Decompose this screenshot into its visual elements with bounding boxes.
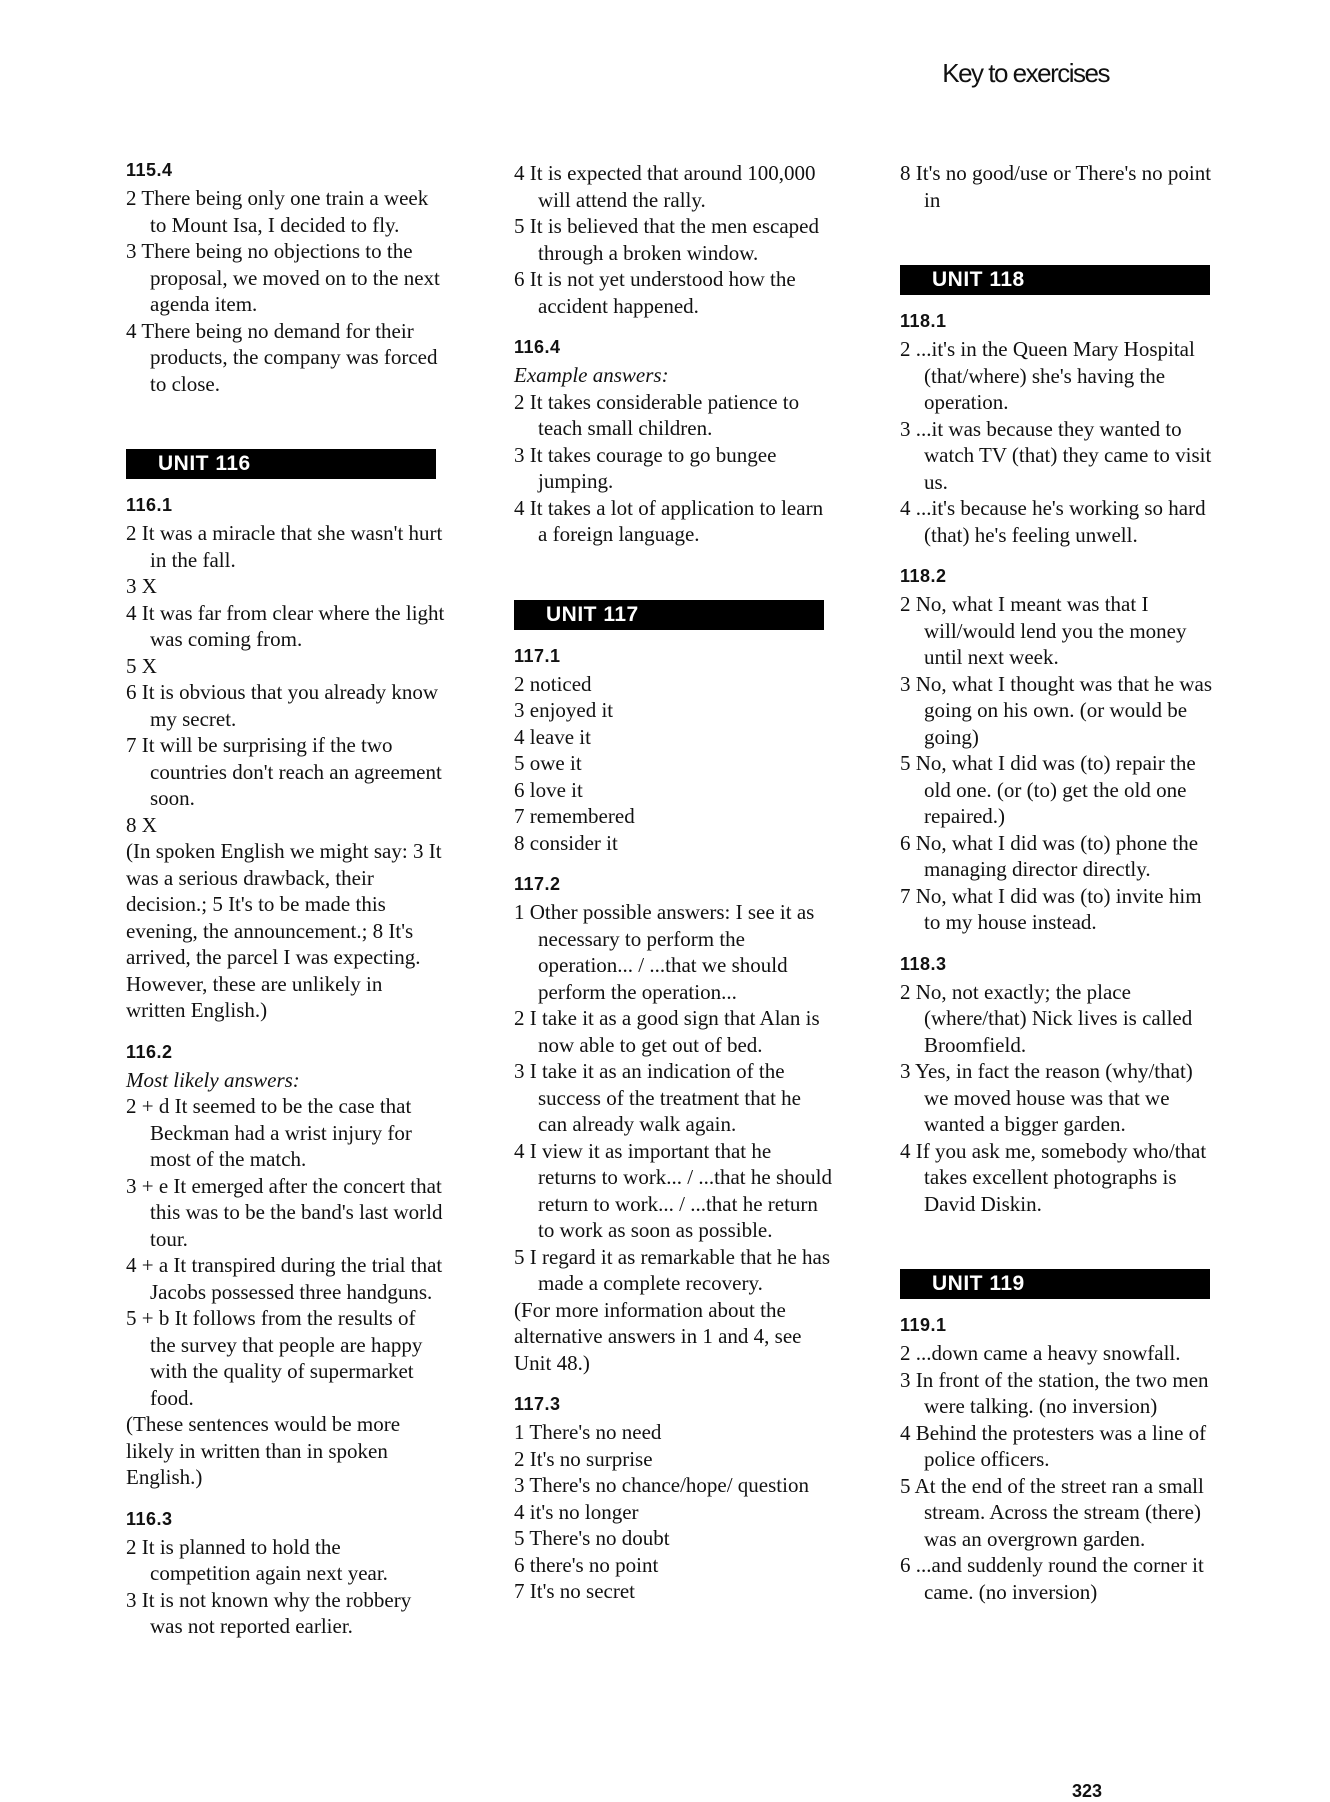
exercise-block — [126, 1509, 446, 1640]
answer-item: 5 No, what I did was (to) repair the old one. (or (to) get the old one repaired.) — [900, 751, 1196, 828]
unit-heading: UNIT 118 — [900, 265, 1210, 295]
unit-heading: UNIT 117 — [514, 600, 824, 630]
exercise-number: 115.4 — [126, 160, 173, 180]
answer-item: 4 Behind the protesters was a line of police officers. — [900, 1420, 1207, 1471]
answer-item: 8 It's no good/use or There's no point in — [900, 161, 1212, 212]
answer-item: 2 It takes considerable patience to teach small children. — [514, 389, 800, 440]
answer-item: 4 It is expected that around 100,000 will attend the rally. — [514, 161, 816, 212]
exercise-note: Example answers: — [514, 363, 669, 387]
exercise-number: 116.2 — [126, 1041, 173, 1062]
exercise-number: 117.1 — [514, 645, 561, 666]
answer-item: 2 + d It seemed to be the case that Beckman had a wrist injury for most of the match. — [126, 1094, 412, 1171]
answer-item: 3 There's no chance/hope/ question — [514, 1473, 809, 1497]
exercise-number: 117.2 — [514, 874, 561, 894]
exercise-block — [900, 311, 1220, 548]
exercise-number: 116.4 — [514, 337, 561, 357]
page-header-title: Key to exercises — [942, 58, 1109, 88]
unit-heading: UNIT 116 — [126, 449, 436, 479]
answer-item: 4 It was far from clear where the light was coming from. — [126, 600, 445, 651]
answer-item: 6 It is not yet understood how the accident happened. — [514, 267, 796, 318]
exercise-number: 118.3 — [900, 953, 947, 974]
answer-item: 2 noticed — [514, 671, 592, 696]
exercise-number: 117.3 — [514, 1394, 561, 1414]
answer-item: 2 I take it as a good sign that Alan is now able to get out of bed. — [514, 1006, 820, 1057]
exercise-number: 116.3 — [126, 1508, 173, 1529]
exercise-remark: (For more information about the alternative answers in 1 and 4, see Unit 48.) — [514, 1297, 802, 1375]
exercise-remark: (In spoken English we might say: 3 It was a serious drawback, their decision.; 5 It's to be made this evening, the announcement.; 8 It's arrived, the parcel I was expecting. However, these are unlikely in written English.) — [126, 839, 442, 1022]
answer-item: 3 I take it as an indication of the success of the treatment that he can already walk again. — [514, 1059, 801, 1136]
answer-item: 2 It's no surprise — [514, 1446, 653, 1471]
answer-item: 2 It was a miracle that she wasn't hurt in the fall. — [126, 521, 443, 572]
column-left — [126, 160, 446, 1658]
answer-item: 5 + b It follows from the results of the survey that people are happy with the quality of supermarket food. — [126, 1306, 423, 1410]
exercise-number: 119.1 — [900, 1315, 947, 1335]
exercise-remark: (These sentences would be more likely in written than in spoken English.) — [126, 1412, 401, 1489]
answer-item: 2 ...it's in the Queen Mary Hospital (that/where) she's having the operation. — [900, 337, 1195, 414]
answer-item: 3 It is not known why the robbery was not reported earlier. — [126, 1587, 412, 1638]
answer-item: 6 love it — [514, 777, 583, 802]
page-number: 323 — [1071, 1781, 1102, 1801]
exercise-block — [126, 1042, 446, 1491]
exercise-block — [900, 566, 1220, 936]
column-right — [900, 160, 1220, 1623]
answer-item: 6 It is obvious that you already know my secret. — [126, 680, 439, 731]
answer-item: 3 It takes courage to go bungee jumping. — [514, 442, 777, 493]
exercise-block — [514, 160, 834, 319]
answer-item: 7 No, what I did was (to) invite him to my house instead. — [900, 883, 1202, 934]
answer-item: 4 ...it's because he's working so hard (that) he's feeling unwell. — [900, 496, 1206, 547]
answer-item: 3 Yes, in fact the reason (why/that) we moved house was that we wanted a bigger garden. — [900, 1059, 1193, 1136]
answer-item: 6 ...and suddenly round the corner it came. (no inversion) — [900, 1553, 1204, 1604]
answer-item: 6 No, what I did was (to) phone the managing director directly. — [900, 830, 1199, 881]
exercise-block — [900, 1315, 1220, 1605]
answer-item: 2 ...down came a heavy snowfall. — [900, 1341, 1181, 1365]
answer-item: 4 It takes a lot of application to learn a foreign language. — [514, 495, 824, 546]
exercise-block — [900, 160, 1220, 213]
answer-item: 4 leave it — [514, 724, 591, 749]
answer-item: 5 It is believed that the men escaped through a broken window. — [514, 214, 819, 265]
answer-item: 7 remembered — [514, 804, 635, 828]
answer-item: 3 There being no objections to the proposal, we moved on to the next agenda item. — [126, 239, 440, 316]
answer-item: 3 No, what I thought was that he was going on his own. (or would be going) — [900, 671, 1213, 749]
exercise-block — [514, 337, 834, 548]
answer-item: 8 X — [126, 812, 157, 837]
answer-item: 2 No, not exactly; the place (where/that) Nick lives is called Broomfield. — [900, 979, 1193, 1057]
answer-item: 3 enjoyed it — [514, 698, 614, 722]
unit-heading: UNIT 119 — [900, 1269, 1210, 1299]
answer-item: 4 I view it as important that he returns to work... / ...that he should return to work... / ...that he return to work as soon as possible. — [514, 1138, 832, 1242]
answer-item: 5 owe it — [514, 751, 582, 775]
exercise-block — [514, 874, 834, 1376]
exercise-number: 118.2 — [900, 566, 947, 586]
exercise-block — [126, 495, 446, 1024]
answer-item: 7 It's no secret — [514, 1579, 635, 1603]
exercise-block — [514, 1394, 834, 1605]
answer-item: 2 There being only one train a week to Mount Isa, I decided to fly. — [126, 186, 429, 237]
answer-item: 5 X — [126, 653, 157, 678]
answer-item: 3 ...it was because they wanted to watch TV (that) they came to visit us. — [900, 416, 1212, 494]
exercise-block — [900, 954, 1220, 1218]
answer-item: 6 there's no point — [514, 1552, 659, 1577]
exercise-number: 116.1 — [126, 495, 173, 515]
exercise-note: Most likely answers: — [126, 1067, 300, 1092]
answer-item: 2 It is planned to hold the competition again next year. — [126, 1534, 388, 1585]
answer-item: 3 In front of the station, the two men were talking. (no inversion) — [900, 1367, 1209, 1418]
answer-item: 2 No, what I meant was that I will/would lend you the money until next week. — [900, 592, 1187, 669]
answer-item: 3 X — [126, 574, 157, 598]
answer-item: 1 There's no need — [514, 1420, 662, 1444]
exercise-block — [514, 646, 834, 857]
answer-item: 5 I regard it as remarkable that he has made a complete recovery. — [514, 1244, 831, 1295]
answer-item: 5 There's no doubt — [514, 1526, 670, 1550]
answer-item: 5 At the end of the street ran a small stream. Across the stream (there) was an overgrown garden. — [900, 1473, 1204, 1551]
exercise-number: 118.1 — [900, 311, 947, 331]
answer-item: 7 It will be surprising if the two countries don't reach an agreement soon. — [126, 733, 442, 810]
answer-item: 4 There being no demand for their products, the company was forced to close. — [126, 318, 438, 396]
answer-item: 3 + e It emerged after the concert that this was to be the band's last world tour. — [126, 1173, 443, 1251]
answer-item: 8 consider it — [514, 830, 618, 855]
answer-item: 4 If you ask me, somebody who/that takes excellent photographs is David Diskin. — [900, 1138, 1207, 1216]
exercise-block — [126, 160, 446, 397]
column-middle — [514, 160, 834, 1623]
answer-item: 4 it's no longer — [514, 1499, 639, 1524]
answer-item: 1 Other possible answers: I see it as necessary to perform the operation... / ...that we should perform the operation... — [514, 900, 815, 1004]
answer-item: 4 + a It transpired during the trial that Jacobs possessed three handguns. — [126, 1253, 443, 1304]
